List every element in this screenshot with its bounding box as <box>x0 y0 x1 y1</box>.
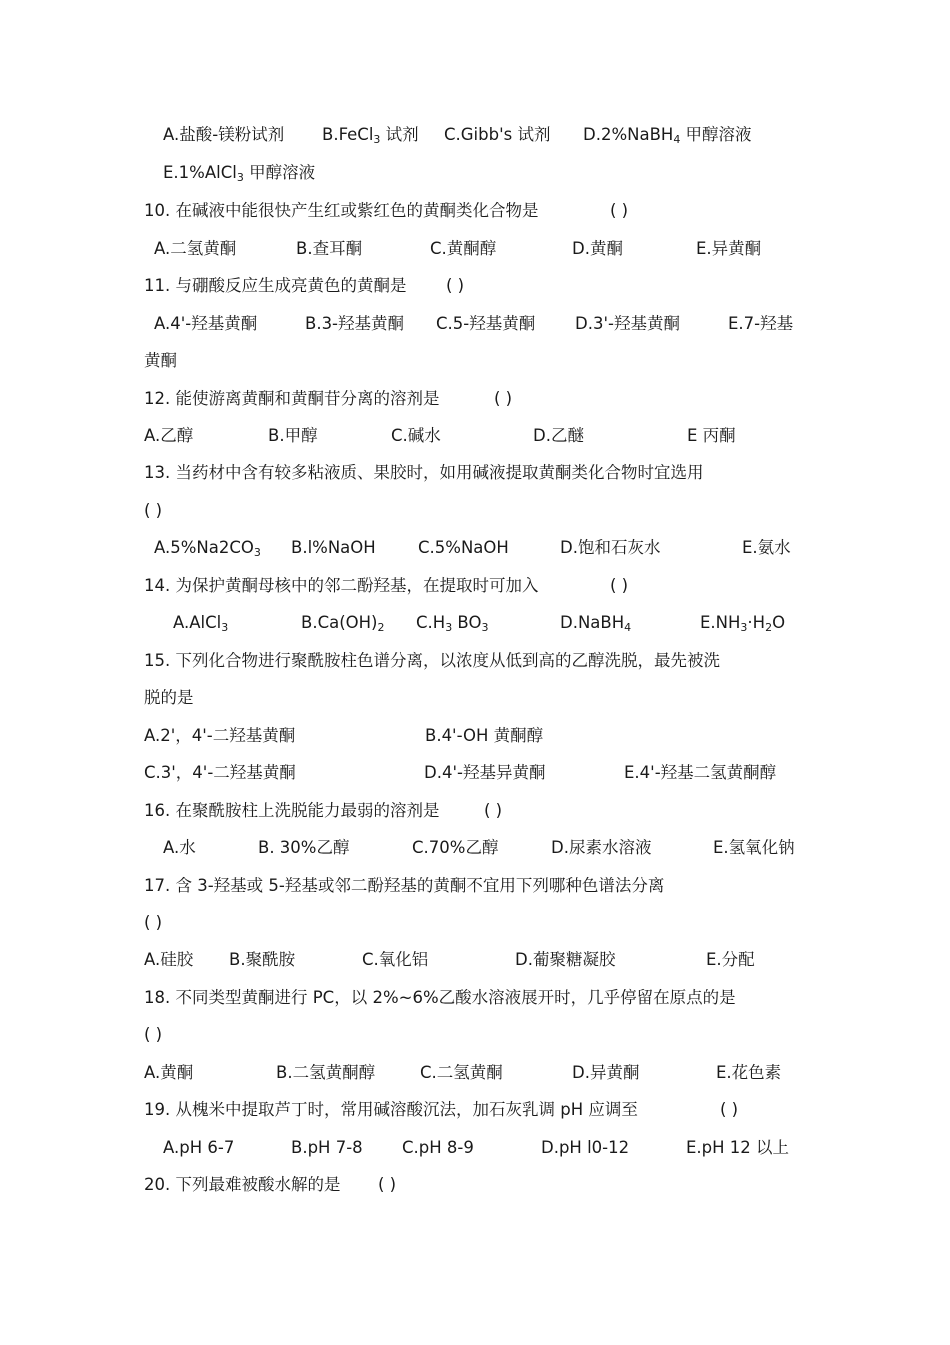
q10-option-b: B.查耳酮 <box>296 239 363 258</box>
q15-option-c: C.3'，4'-二羟基黄酮 <box>144 763 296 782</box>
q19-option-d: D.pH l0-12 <box>541 1138 630 1157</box>
q18-option-c: C.二氢黄酮 <box>420 1063 503 1082</box>
q12-option-e: E 丙酮 <box>687 426 736 445</box>
q14-answer-blank: ( ) <box>610 576 629 595</box>
q12-option-b: B.甲醇 <box>268 426 318 445</box>
q13-option-d: D.饱和石灰水 <box>560 538 661 557</box>
q11-stem-text: 11. 与硼酸反应生成亮黄色的黄酮是 <box>144 276 407 295</box>
q17-option-b: B.聚酰胺 <box>229 950 296 969</box>
q19-stem-text: 19. 从槐米中提取芦丁时，常用碱溶酸沉法，加石灰乳调 pH 应调至 <box>144 1100 638 1119</box>
q12-option-c: C.碱水 <box>391 426 441 445</box>
q18-answer-blank: ( ) <box>144 1025 163 1044</box>
q19-option-b: B.pH 7-8 <box>291 1138 363 1157</box>
q15-stem-text: 15. 下列化合物进行聚酰胺柱色谱分离，以浓度从低到高的乙醇洗脱，最先被洗 <box>144 651 720 670</box>
q14-option-b: $B.Ca(OH)_2$ <box>301 613 385 634</box>
q17-option-c: C.氧化铝 <box>362 950 429 969</box>
q14-option-e: $E.NH_3\cdot H_2O$ <box>700 613 786 634</box>
q15-option-a: A.2'，4'-二羟基黄酮 <box>144 726 296 745</box>
q14-option-d: D.NaBH$_4$ <box>560 613 632 634</box>
q13-option-b: B.l%NaOH <box>291 538 376 557</box>
q11-option-e-cont: 黄酮 <box>144 351 177 370</box>
q11-option-a: A.4'-羟基黄酮 <box>154 314 258 333</box>
q20-stem-text: 20. 下列最难被酸水解的是 <box>144 1175 341 1194</box>
q17-answer-blank: ( ) <box>144 913 163 932</box>
q13-option-c: C.5%NaOH <box>418 538 509 557</box>
q16-option-d: D.尿素水溶液 <box>551 838 652 857</box>
q20-answer-blank: ( ) <box>378 1175 397 1194</box>
q14-option-a: A.AlCl$_3$ <box>173 613 229 634</box>
q18-option-a: A.黄酮 <box>144 1063 194 1082</box>
q15-option-d: D.4'-羟基异黄酮 <box>424 763 546 782</box>
q10-option-c: C.黄酮醇 <box>430 239 497 258</box>
q9-option-a: A.盐酸-镁粉试剂 <box>163 125 285 144</box>
q17-stem-text: 17. 含 3-羟基或 5-羟基或邻二酚羟基的黄酮不宜用下列哪种色谱法分离 <box>144 876 665 895</box>
q14-stem-text: 14. 为保护黄酮母核中的邻二酚羟基，在提取时可加入 <box>144 576 539 595</box>
q11-option-b: B.3-羟基黄酮 <box>305 314 405 333</box>
q12-answer-blank: ( ) <box>494 389 513 408</box>
q19-option-a: A.pH 6-7 <box>163 1138 235 1157</box>
q19-answer-blank: ( ) <box>720 1100 739 1119</box>
q9-option-e: E.1%AlCl$_3$ 甲醇溶液 <box>163 163 316 184</box>
q19-option-e: E.pH 12 以上 <box>686 1138 790 1157</box>
q15-option-e: E.4'-羟基二氢黄酮醇 <box>624 763 777 782</box>
q15-stem-cont: 脱的是 <box>144 688 194 707</box>
q18-option-b: B.二氢黄酮醇 <box>276 1063 376 1082</box>
q13-stem-text: 13. 当药材中含有较多粘液质、果胶时，如用碱液提取黄酮类化合物时宜选用 <box>144 463 704 482</box>
q14-option-c: $C.H_3$ $BO_3$ <box>416 613 489 634</box>
q13-option-a: $A.5\%Na2CO_3$ <box>154 538 261 559</box>
q10-answer-blank: ( ) <box>610 201 629 220</box>
q12-stem-text: 12. 能使游离黄酮和黄酮苷分离的溶剂是 <box>144 389 440 408</box>
q13-answer-blank: ( ) <box>144 501 163 520</box>
q10-stem-text: 10. 在碱液中能很快产生红或紫红色的黄酮类化合物是 <box>144 201 539 220</box>
q16-option-a: A.水 <box>163 838 196 857</box>
q15-option-b: B.4'-OH 黄酮醇 <box>425 726 544 745</box>
q13-option-e: E.氨水 <box>742 538 791 557</box>
q11-option-e: E.7-羟基 <box>728 314 794 333</box>
q10-option-d: D.黄酮 <box>572 239 623 258</box>
q16-option-b: B. 30%乙醇 <box>258 838 350 857</box>
q9-option-d: D.2%NaBH$_4$ 甲醇溶液 <box>583 125 752 146</box>
q11-option-d: D.3'-羟基黄酮 <box>575 314 680 333</box>
q19-option-c: C.pH 8-9 <box>402 1138 474 1157</box>
q17-option-d: D.葡聚糖凝胶 <box>515 950 616 969</box>
q11-answer-blank: ( ) <box>446 276 465 295</box>
q9-option-b: B.FeCl$_3$ 试剂 <box>322 125 419 146</box>
q18-option-e: E.花色素 <box>716 1063 782 1082</box>
q17-option-e: E.分配 <box>706 950 755 969</box>
q16-option-e: E.氢氧化钠 <box>713 838 795 857</box>
q10-option-a: A.二氢黄酮 <box>154 239 237 258</box>
q18-option-d: D.异黄酮 <box>572 1063 640 1082</box>
q16-stem-text: 16. 在聚酰胺柱上洗脱能力最弱的溶剂是 <box>144 801 440 820</box>
q16-answer-blank: ( ) <box>484 801 503 820</box>
q18-stem-text: 18. 不同类型黄酮进行 PC，以 2%~6%乙酸水溶液展开时，几乎停留在原点的是 <box>144 988 736 1007</box>
q17-option-a: A.硅胶 <box>144 950 194 969</box>
q16-option-c: C.70%乙醇 <box>412 838 499 857</box>
q12-option-d: D.乙醚 <box>533 426 584 445</box>
q9-option-c: C.Gibb's 试剂 <box>444 125 551 144</box>
q10-option-e: E.异黄酮 <box>696 239 762 258</box>
q12-option-a: A.乙醇 <box>144 426 194 445</box>
q11-option-c: C.5-羟基黄酮 <box>436 314 536 333</box>
